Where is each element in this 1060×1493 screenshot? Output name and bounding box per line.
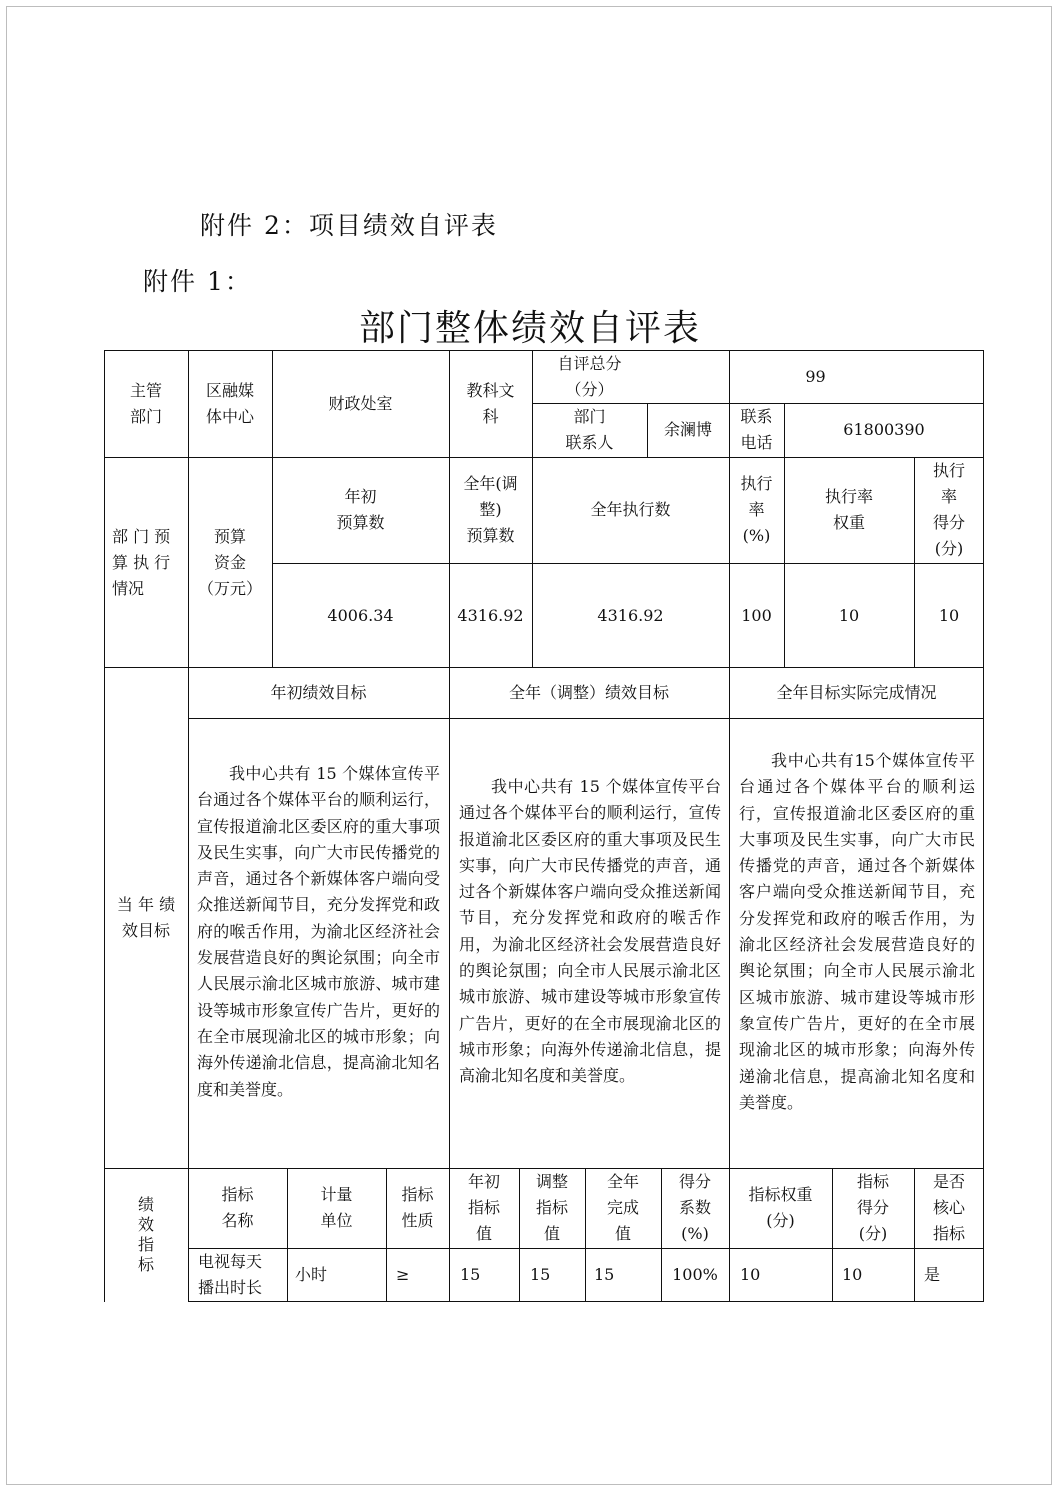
ind-row-adjusted: 15: [530, 1264, 551, 1284]
ind-header-adjusted: 调整 指标 值: [535, 1172, 568, 1243]
budget-initial-header: 年初 预算数: [336, 487, 385, 532]
budget-score-header: 执行 率 得分 (分): [932, 461, 965, 558]
budget-rate-header: 执行 率 (%): [740, 474, 773, 545]
ind-row-weight: 10: [740, 1264, 761, 1284]
goals-actual-header: 全年目标实际完成情况: [776, 683, 937, 702]
phone-label: 联系 电话: [740, 407, 773, 452]
ind-header-core: 是否 核心 指标: [932, 1172, 965, 1243]
ind-row-score: 10: [842, 1264, 863, 1284]
ind-header-completed: 全年 完成 值: [606, 1172, 639, 1243]
ind-row-core: 是: [924, 1264, 941, 1284]
ind-header-name: 指标 名称: [221, 1185, 254, 1230]
form-title: 部门整体绩效自评表: [358, 308, 701, 349]
indicators-section-label: 绩 效 指 标: [137, 1195, 154, 1274]
ind-row-coefficient: 100%: [672, 1264, 718, 1284]
dept-label: 主管 部门: [129, 380, 162, 426]
ind-header-weight: 指标权重 (分): [748, 1185, 813, 1230]
evaluation-form: [104, 350, 984, 1302]
score-value: 99: [805, 366, 826, 386]
budget-adjusted-value: 4316.92: [457, 605, 524, 625]
ind-row-unit: 小时: [295, 1264, 328, 1284]
contact-name: 余澜博: [663, 420, 712, 439]
ind-row-completed: 15: [594, 1264, 615, 1284]
budget-rate-value: 100: [741, 605, 772, 625]
budget-initial-value: 4006.34: [327, 605, 394, 625]
ind-row-name: 电视每天 播出时长: [198, 1251, 263, 1297]
budget-score-value: 10: [938, 605, 960, 625]
budget-weight-value: 10: [838, 605, 860, 625]
ind-header-score: 指标 得分 (分): [856, 1172, 889, 1243]
budget-weight-header: 执行率 权重: [824, 487, 873, 532]
budget-fund-label: 预算 资金 （万元）: [197, 526, 262, 598]
budget-executed-header: 全年执行数: [590, 500, 671, 519]
phone-value: 61800390: [843, 420, 925, 439]
contact-label: 部门 联系人: [565, 407, 614, 452]
budget-executed-value: 4316.92: [597, 605, 664, 625]
score-label: 自评总分 （分）: [557, 353, 622, 399]
dept-value: 区融媒 体中心: [205, 380, 254, 426]
goals-section-label: 当 年 绩 效目标: [116, 895, 176, 940]
ind-row-initial: 15: [460, 1264, 481, 1284]
ind-header-nature: 指标 性质: [401, 1185, 434, 1230]
goals-initial-header: 年初绩效目标: [270, 683, 367, 702]
goals-actual-text: 我中心共有15个媒体宣传平台通过各个媒体平台的顺利运行，宣传报道渝北区委区府的重大事项及民生实事，向广大市民传播党的声音，通过各个新媒体客户端向受众推送新闻节目，充分发挥党和政府的喉舌作用，为渝北区经济社会发展营造良好的舆论氛围；向全市人民展示渝北区城市旅游、城市建设等城市形象宣传广告片，更好的在全市展现渝北区的城市形象；向海外传递渝北信息，提高渝北知名度和美誉度。: [739, 751, 975, 1112]
budget-section-label: 部 门 预 算 执 行 情况: [112, 526, 171, 598]
finance-office-label: 财政处室: [328, 393, 393, 413]
ind-header-initial: 年初 指标 值: [467, 1172, 500, 1243]
ind-header-coefficient: 得分 系数 (%): [678, 1172, 711, 1243]
budget-adjusted-header: 全年(调 整) 预算数: [463, 474, 518, 545]
attachment1-heading: 附件 1：: [143, 267, 252, 296]
finance-section-value: 教科文 科: [466, 380, 515, 426]
attachment2-heading: 附件 2：项目绩效自评表: [200, 211, 498, 240]
goals-initial-text: 我中心共有 15 个媒体宣传平台通过各个媒体平台的顺利运行，宣传报道渝北区委区府的重大事项及民生实事，向广大市民传播党的声音，通过各个新媒体客户端向受众推送新闻节目，充分发挥党和政府的喉舌作用，为渝北区经济社会发展营造良好的舆论氛围；向全市人民展示渝北区城市旅游、城市建设等城市形象宣传广告片，更好的在全市展现渝北区的城市形象；向海外传递渝北信息，提高渝北知名度和美誉度。: [197, 764, 440, 1099]
ind-header-unit: 计量 单位: [320, 1185, 353, 1230]
ind-row-nature: ≥: [396, 1264, 410, 1284]
goals-adjusted-text: 我中心共有 15 个媒体宣传平台通过各个媒体平台的顺利运行，宣传报道渝北区委区府的重大事项及民生实事，向广大市民传播党的声音，通过各个新媒体客户端向受众推送新闻节目，充分发挥党和政府的喉舌作用，为渝北区经济社会发展营造良好的舆论氛围；向全市人民展示渝北区城市旅游、城市建设等城市形象宣传广告片，更好的在全市展现渝北区的城市形象；向海外传递渝北信息，提高渝北知名度和美誉度。: [459, 777, 721, 1086]
goals-adjusted-header: 全年（调整）绩效目标: [508, 683, 669, 702]
